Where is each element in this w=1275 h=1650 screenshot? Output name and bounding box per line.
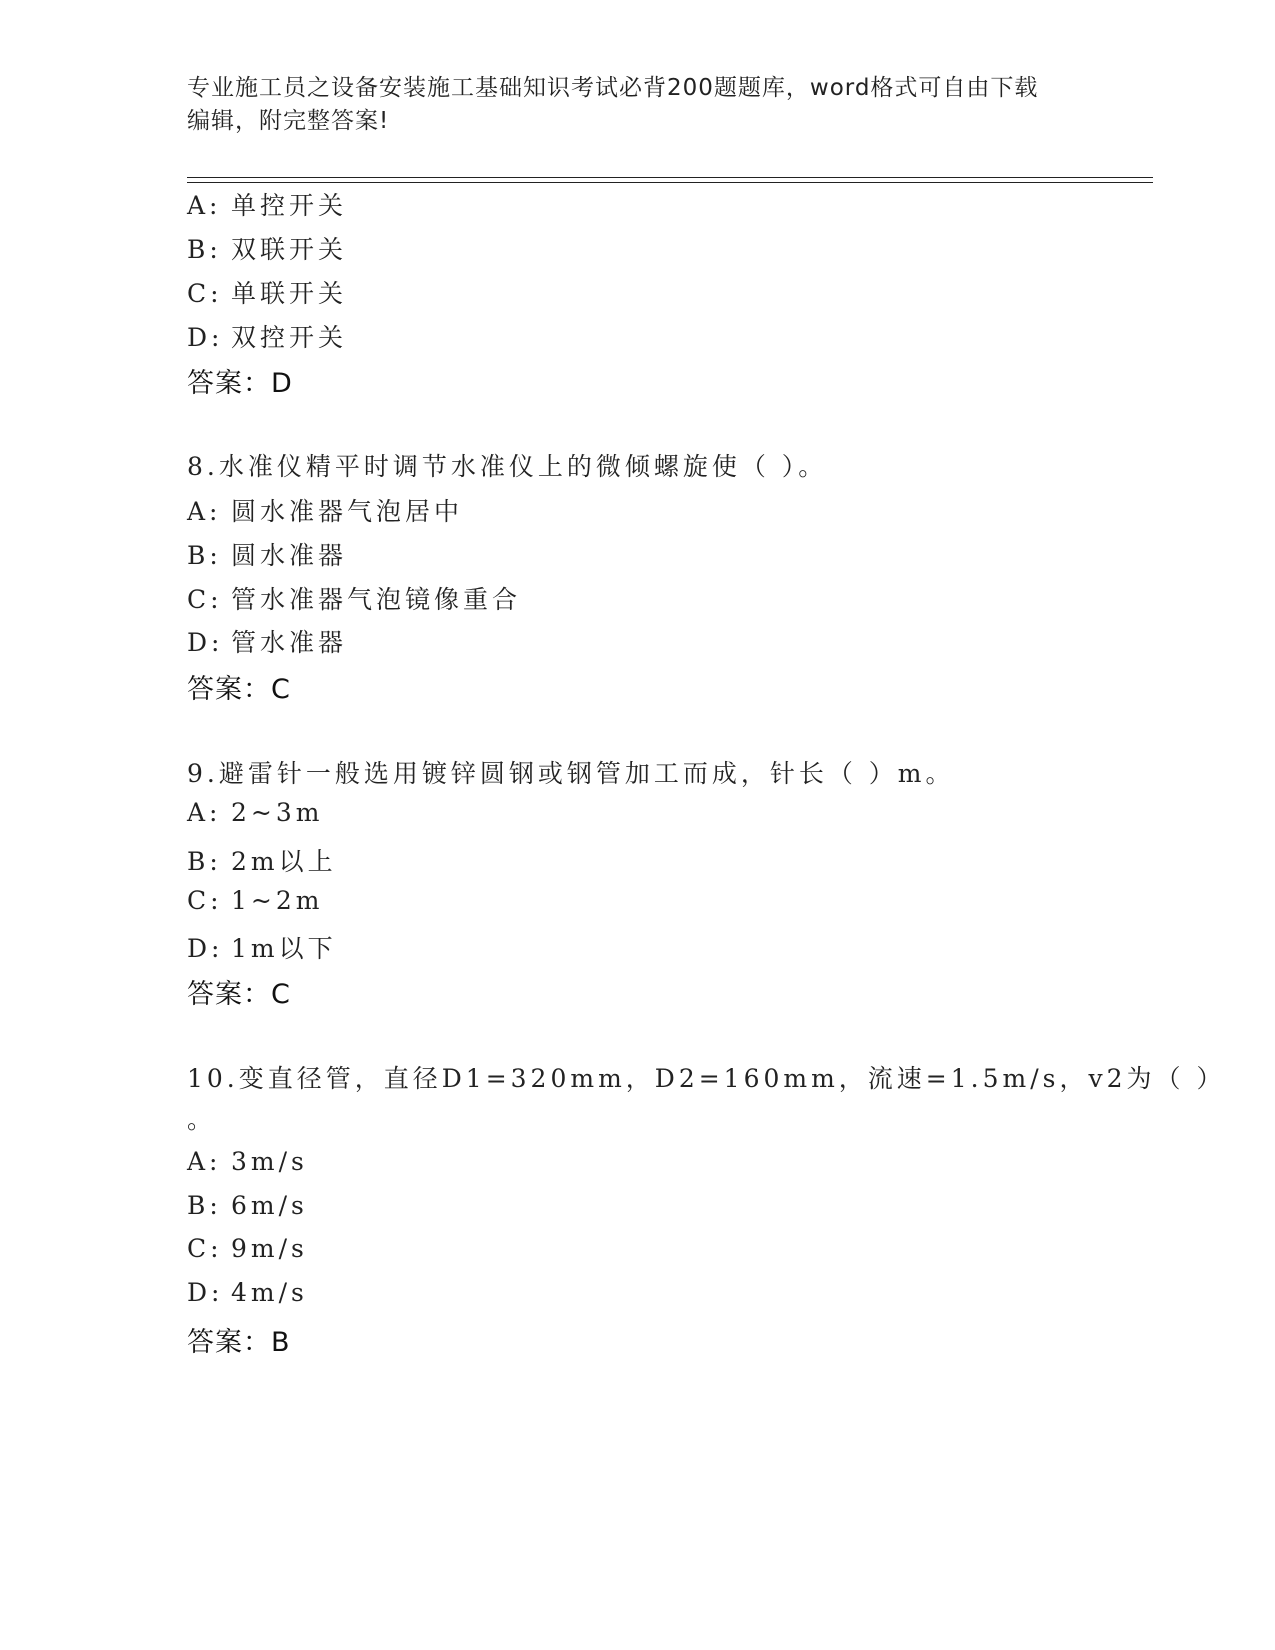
question-9-stem: 9.避雷针一般选用镀锌圆钢或钢管加工而成，针长（ ）m。 bbox=[187, 759, 955, 788]
question-10-stem: 10.变直径管，直径D1=320mm，D2=160mm，流速=1.5m/s，v2为（ ） bbox=[187, 1064, 1226, 1093]
question-7-answer: 答案：D bbox=[187, 368, 293, 399]
question-10-option-b: B: 6m/s bbox=[187, 1191, 308, 1220]
document-header bbox=[187, 72, 1087, 138]
question-8-option-a: A: 圆水准器气泡居中 bbox=[187, 497, 464, 526]
question-10-stem-continuation: 。 bbox=[187, 1105, 217, 1134]
header-divider-bottom bbox=[187, 182, 1153, 183]
question-10-option-d: D: 4m/s bbox=[187, 1278, 308, 1307]
header-divider-top bbox=[187, 177, 1153, 178]
header-title-line-2: 编辑，附完整答案! bbox=[187, 108, 390, 134]
question-7-option-b: B: 双联开关 bbox=[187, 235, 348, 264]
question-9-option-a: A: 2~3m bbox=[187, 798, 324, 827]
question-8-option-d: D: 管水准器 bbox=[187, 628, 348, 657]
question-9-option-b: B: 2m以上 bbox=[187, 847, 337, 876]
question-8-option-b: B: 圆水准器 bbox=[187, 541, 348, 570]
question-7-option-c: C: 单联开关 bbox=[187, 279, 348, 308]
question-9-option-c: C: 1~2m bbox=[187, 886, 324, 915]
question-7-option-a: A: 单控开关 bbox=[187, 191, 348, 220]
question-9-option-d: D: 1m以下 bbox=[187, 934, 337, 963]
question-10-option-a: A: 3m/s bbox=[187, 1147, 308, 1176]
question-8-stem: 8.水准仪精平时调节水准仪上的微倾螺旋使（ ）。 bbox=[187, 452, 828, 481]
question-10-option-c: C: 9m/s bbox=[187, 1234, 308, 1263]
header-title-line-1: 专业施工员之设备安装施工基础知识考试必背200题题库，word格式可自由下载 bbox=[187, 75, 1039, 101]
question-10-answer: 答案：B bbox=[187, 1327, 291, 1358]
question-8-option-c: C: 管水准器气泡镜像重合 bbox=[187, 585, 522, 614]
question-8-answer: 答案：C bbox=[187, 674, 291, 705]
question-9-answer: 答案：C bbox=[187, 979, 291, 1010]
question-7-option-d: D: 双控开关 bbox=[187, 323, 348, 352]
